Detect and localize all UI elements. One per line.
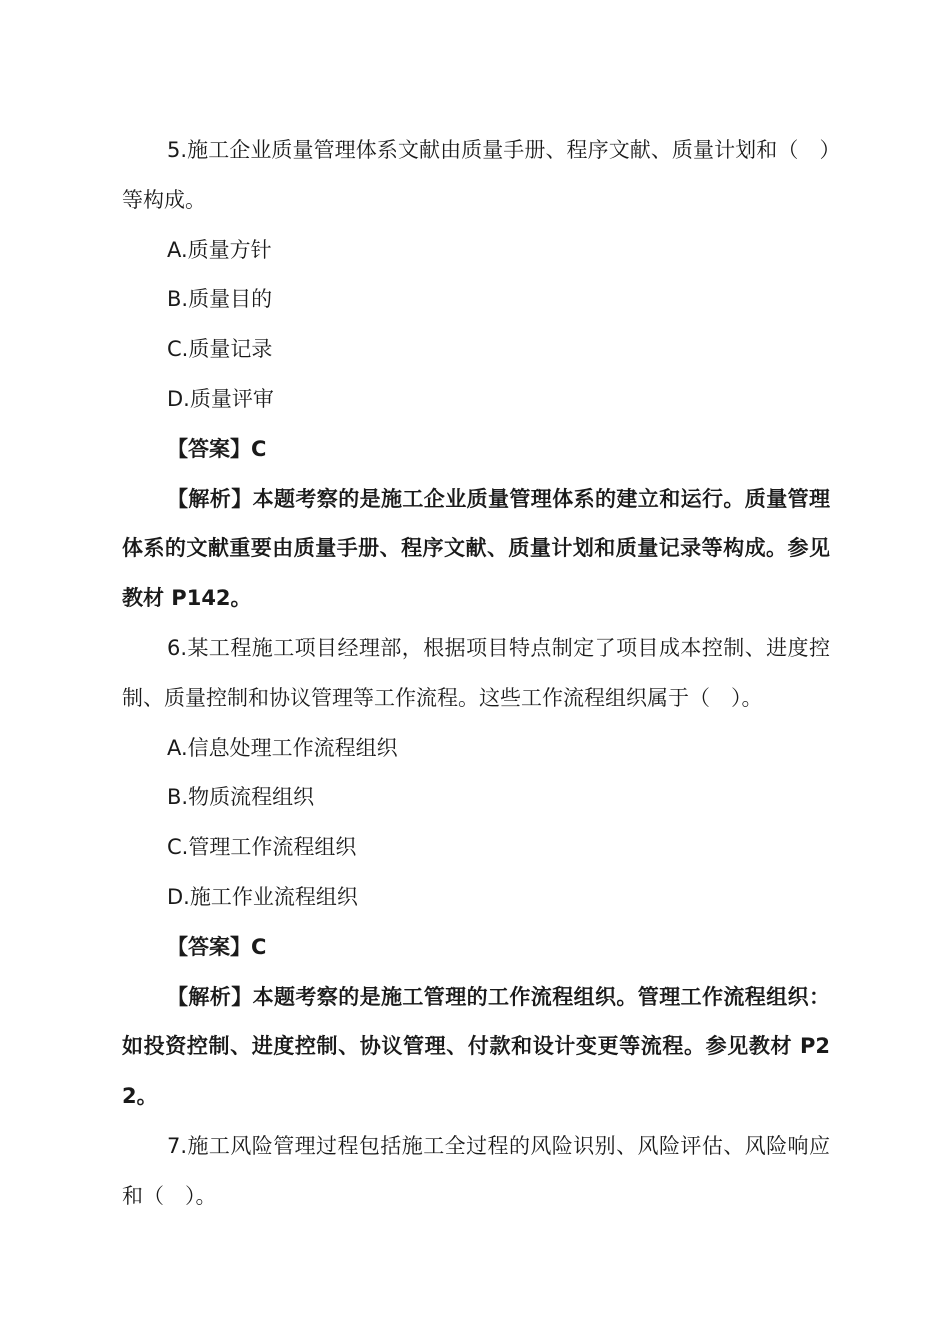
question-6-analysis: 【解析】本题考察的是施工管理的工作流程组织。管理工作流程组织：如投资控制、进度控制、协议管理、付款和设计变更等流程。参见教材 P22。 (122, 984, 830, 1109)
question-6-option-c: C.管理工作流程组织 (167, 835, 357, 860)
question-5-option-b: B.质量目的 (167, 287, 273, 312)
question-5-option-a: A.质量方针 (167, 237, 272, 262)
question-6-option-a: A.信息处理工作流程组织 (167, 735, 398, 760)
question-6-answer: 【答案】C (167, 934, 267, 959)
question-5-analysis: 【解析】本题考察的是施工企业质量管理体系的建立和运行。质量管理体系的文献重要由质量手册、程序文献、质量计划和质量记录等构成。参见教材 P142。 (122, 486, 830, 611)
question-5-option-c: C.质量记录 (167, 337, 273, 362)
question-5-answer: 【答案】C (167, 436, 267, 461)
document-body (122, 126, 830, 1222)
question-7-stem: 7.施工风险管理过程包括施工全过程的风险识别、风险评估、风险响应和（ ）。 (122, 1133, 830, 1208)
question-6-option-d: D.施工作业流程组织 (167, 884, 358, 909)
question-6-stem: 6.某工程施工项目经理部，根据项目特点制定了项目成本控制、进度控制、质量控制和协议管理等工作流程。这些工作流程组织属于（ ）。 (122, 635, 830, 710)
question-5-stem: 5.施工企业质量管理体系文献由质量手册、程序文献、质量计划和（ ）等构成。 (122, 138, 830, 212)
question-5-option-d: D.质量评审 (167, 386, 274, 411)
question-6-option-b: B.物质流程组织 (167, 785, 315, 810)
